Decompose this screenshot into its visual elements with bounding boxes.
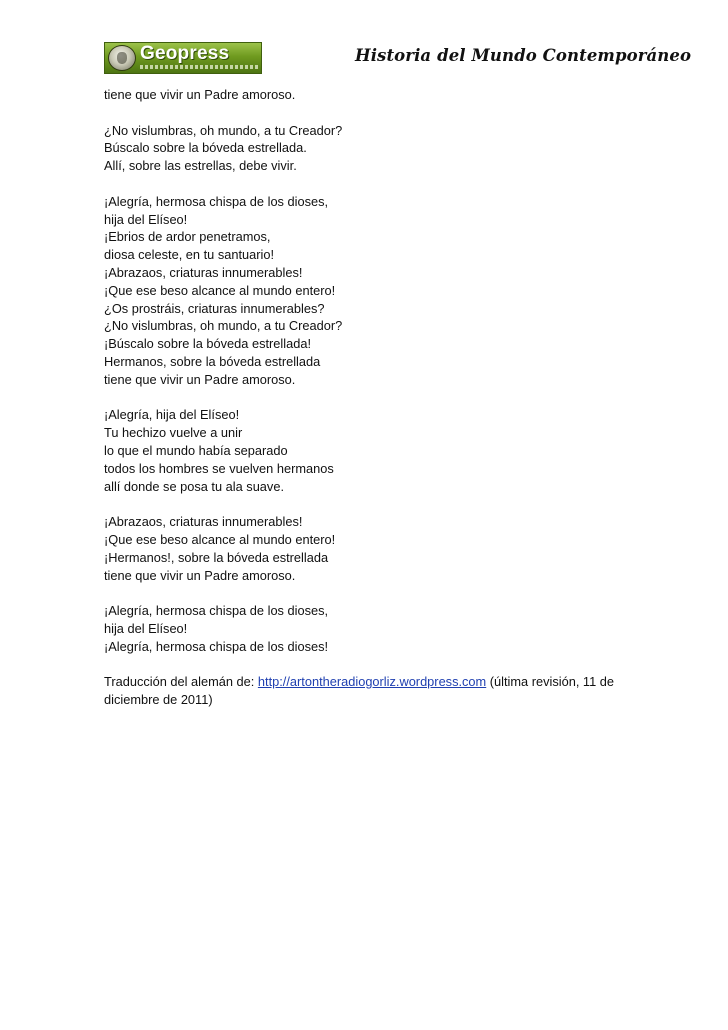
- verse-line: ¡Alegría, hermosa chispa de los dioses,: [104, 603, 329, 619]
- globe-face-icon: [108, 45, 136, 71]
- verse-line: ¡Alegría, hermosa chispa de los dioses!: [104, 638, 329, 654]
- verse-line: todos los hombres se vuelven hermanos: [104, 460, 334, 476]
- verse-line: ¡Abrazaos, criaturas innumerables!: [104, 264, 303, 280]
- verse-line: Allí, sobre las estrellas, debe vivir.: [104, 158, 297, 174]
- verse-line: diosa celeste, en tu santuario!: [104, 247, 275, 263]
- verse-line: hija del Elíseo!: [104, 620, 188, 636]
- verse-line: tiene que vivir un Padre amoroso.: [104, 567, 296, 583]
- verse-line: tiene que vivir un Padre amoroso.: [104, 87, 296, 102]
- verse-line: hija del Elíseo!: [104, 211, 188, 227]
- verse-line: ¡Hermanos!, sobre la bóveda estrellada: [104, 549, 329, 565]
- verse-line: ¡Búscalo sobre la bóveda estrellada!: [104, 336, 312, 352]
- logo-wordmark: Geopress: [140, 43, 230, 64]
- stanza: [104, 193, 624, 389]
- translation-credit: [104, 673, 624, 709]
- verse-line: lo que el mundo había separado: [104, 442, 288, 458]
- verse-line: ¡Abrazaos, criaturas innumerables!: [104, 514, 303, 530]
- credit-suffix: (última revisión, 11 de diciembre de 2011): [104, 674, 615, 708]
- verse-line: ¡Que ese beso alcance al mundo entero!: [104, 531, 336, 547]
- credit-prefix: Traducción del alemán de:: [104, 674, 258, 690]
- verse-line: ¿No vislumbras, oh mundo, a tu Creador?: [104, 122, 343, 138]
- geopress-logo: [104, 42, 262, 74]
- stanza: [104, 86, 624, 104]
- source-link[interactable]: http://artontheradiogorliz.wordpress.com: [257, 674, 487, 690]
- verse-line: ¿Os prostráis, criaturas innumerables?: [104, 300, 325, 316]
- stanza: [104, 602, 624, 655]
- page-header-title: Historia del Mundo Contemporáneo: [355, 46, 692, 65]
- verse-line: allí donde se posa tu ala suave.: [104, 478, 284, 494]
- stanza: [104, 122, 624, 175]
- logo-tagline-decoration: [140, 65, 258, 69]
- verse-line: ¿No vislumbras, oh mundo, a tu Creador?: [104, 318, 343, 334]
- stanza: [104, 406, 624, 495]
- verse-line: ¡Alegría, hermosa chispa de los dioses,: [104, 193, 329, 209]
- stanza: [104, 513, 624, 584]
- verse-line: ¡Alegría, hija del Elíseo!: [104, 407, 240, 423]
- verse-line: ¡Ebrios de ardor penetramos,: [104, 229, 271, 245]
- verse-line: Búscalo sobre la bóveda estrellada.: [104, 140, 307, 156]
- verse-line: Tu hechizo vuelve a unir: [104, 425, 243, 441]
- verse-line: Hermanos, sobre la bóveda estrellada: [104, 353, 321, 369]
- verse-line: ¡Que ese beso alcance al mundo entero!: [104, 282, 336, 298]
- document-body: [104, 86, 624, 709]
- verse-line: tiene que vivir un Padre amoroso.: [104, 371, 296, 387]
